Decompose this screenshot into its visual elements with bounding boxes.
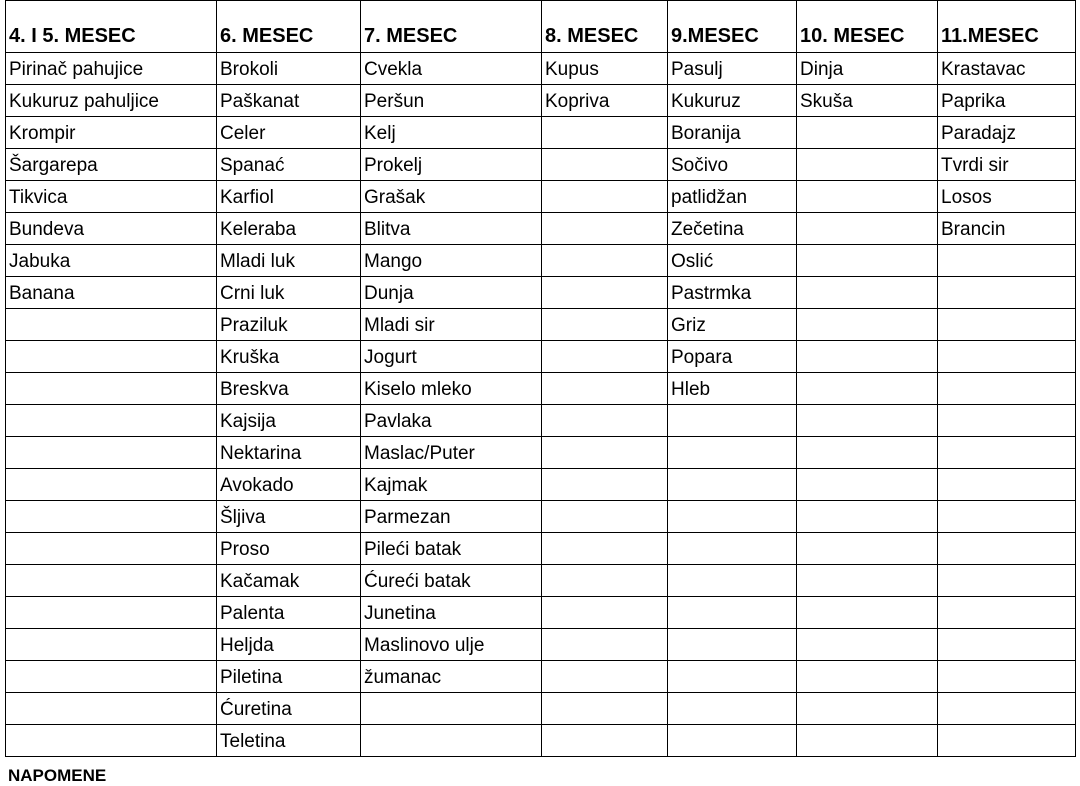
table-cell [542, 405, 668, 437]
table-cell: Losos [938, 181, 1076, 213]
table-cell [6, 725, 217, 757]
table-cell: Ćuretina [217, 693, 361, 725]
table-cell: Teletina [217, 725, 361, 757]
column-header: 8. MESEC [542, 1, 668, 53]
table-cell [542, 309, 668, 341]
table-cell: Šljiva [217, 501, 361, 533]
table-cell: Prokelj [361, 149, 542, 181]
table-cell [6, 661, 217, 693]
table-cell: Bundeva [6, 213, 217, 245]
table-cell [542, 501, 668, 533]
table-cell: Šargarepa [6, 149, 217, 181]
table-cell [542, 661, 668, 693]
table-row [6, 405, 1076, 437]
table-cell [797, 245, 938, 277]
table-row [6, 245, 1076, 277]
table-cell: Popara [668, 341, 797, 373]
header-row [6, 1, 1076, 53]
table-cell [361, 693, 542, 725]
table-cell [938, 629, 1076, 661]
table-cell: Paradajz [938, 117, 1076, 149]
table-cell: Blitva [361, 213, 542, 245]
table-cell: Pavlaka [361, 405, 542, 437]
table-cell: Jogurt [361, 341, 542, 373]
table-cell: Kiselo mleko [361, 373, 542, 405]
table-cell: Pasulj [668, 53, 797, 85]
table-cell: Brancin [938, 213, 1076, 245]
column-header: 10. MESEC [797, 1, 938, 53]
table-cell: Proso [217, 533, 361, 565]
table-row [6, 341, 1076, 373]
table-cell: Griz [668, 309, 797, 341]
table-cell: Avokado [217, 469, 361, 501]
table-cell [938, 725, 1076, 757]
table-cell: Cvekla [361, 53, 542, 85]
table-cell: Pastrmka [668, 277, 797, 309]
table-cell: Dunja [361, 277, 542, 309]
table-cell: Celer [217, 117, 361, 149]
table-cell [668, 501, 797, 533]
table-cell [542, 469, 668, 501]
table-cell [542, 341, 668, 373]
table-cell [797, 661, 938, 693]
table-row [6, 85, 1076, 117]
table-row [6, 533, 1076, 565]
table-cell: Praziluk [217, 309, 361, 341]
table-cell: Kruška [217, 341, 361, 373]
food-introduction-table [5, 0, 1076, 757]
table-cell [542, 245, 668, 277]
table-cell [668, 661, 797, 693]
table-cell: Tikvica [6, 181, 217, 213]
table-row [6, 469, 1076, 501]
table-row [6, 277, 1076, 309]
table-cell: Kelj [361, 117, 542, 149]
table-cell [797, 405, 938, 437]
table-cell [797, 629, 938, 661]
table-cell [6, 629, 217, 661]
column-header: 9.MESEC [668, 1, 797, 53]
table-cell: Pirinač pahujice [6, 53, 217, 85]
table-cell [6, 533, 217, 565]
table-row [6, 501, 1076, 533]
table-cell: Junetina [361, 597, 542, 629]
table-cell [542, 181, 668, 213]
table-cell [542, 565, 668, 597]
table-cell: Dinja [797, 53, 938, 85]
column-header: 11.MESEC [938, 1, 1076, 53]
table-cell: Sočivo [668, 149, 797, 181]
table-cell: Boranija [668, 117, 797, 149]
table-cell: Zečetina [668, 213, 797, 245]
table-cell: Keleraba [217, 213, 361, 245]
table-cell [938, 341, 1076, 373]
table-cell [797, 181, 938, 213]
table-cell [6, 501, 217, 533]
table-cell: Mladi luk [217, 245, 361, 277]
table-cell [797, 597, 938, 629]
table-cell: Kopriva [542, 85, 668, 117]
table-cell [542, 117, 668, 149]
column-header: 4. I 5. MESEC [6, 1, 217, 53]
table-cell [361, 725, 542, 757]
table-cell [542, 725, 668, 757]
table-cell: Hleb [668, 373, 797, 405]
table-cell: Peršun [361, 85, 542, 117]
table-cell [6, 309, 217, 341]
table-cell [797, 693, 938, 725]
table-cell [668, 533, 797, 565]
table-cell [797, 469, 938, 501]
table-cell [938, 277, 1076, 309]
table-cell [797, 309, 938, 341]
table-cell [668, 693, 797, 725]
table-row [6, 149, 1076, 181]
table-cell: Oslić [668, 245, 797, 277]
table-row [6, 725, 1076, 757]
table-cell [797, 725, 938, 757]
table-row [6, 597, 1076, 629]
notes-heading: NAPOMENE [8, 766, 107, 785]
table-cell: žumanac [361, 661, 542, 693]
table-cell [938, 565, 1076, 597]
table-cell: Ćureći batak [361, 565, 542, 597]
table-cell [542, 597, 668, 629]
table-cell: Kupus [542, 53, 668, 85]
table-cell [668, 725, 797, 757]
table-row [6, 629, 1076, 661]
table-cell: Nektarina [217, 437, 361, 469]
table-cell: Banana [6, 277, 217, 309]
table-cell [938, 437, 1076, 469]
table-cell: Maslinovo ulje [361, 629, 542, 661]
table-cell [938, 469, 1076, 501]
table-cell: Heljda [217, 629, 361, 661]
table-cell [542, 437, 668, 469]
table-cell: Karfiol [217, 181, 361, 213]
table-cell: Krompir [6, 117, 217, 149]
column-header: 6. MESEC [217, 1, 361, 53]
table-cell [797, 533, 938, 565]
table-cell [668, 469, 797, 501]
table-cell: Paprika [938, 85, 1076, 117]
table-cell [542, 533, 668, 565]
table-cell [797, 213, 938, 245]
table-cell: Crni luk [217, 277, 361, 309]
table-cell [6, 341, 217, 373]
table-cell: Mladi sir [361, 309, 542, 341]
table-row [6, 693, 1076, 725]
table-cell [6, 565, 217, 597]
table-cell [938, 693, 1076, 725]
table-row [6, 53, 1076, 85]
table-cell [797, 437, 938, 469]
table-cell [797, 149, 938, 181]
table-cell: Pileći batak [361, 533, 542, 565]
table-cell [668, 629, 797, 661]
table-cell: Paškanat [217, 85, 361, 117]
table-row [6, 661, 1076, 693]
table-cell: Breskva [217, 373, 361, 405]
table-cell: Parmezan [361, 501, 542, 533]
table-cell [938, 533, 1076, 565]
table-cell [542, 373, 668, 405]
table-cell: Kajsija [217, 405, 361, 437]
table-cell [938, 597, 1076, 629]
table-cell [938, 309, 1076, 341]
table-cell [6, 405, 217, 437]
table-cell: Mango [361, 245, 542, 277]
table-cell [6, 597, 217, 629]
table-cell [797, 117, 938, 149]
table-cell [6, 469, 217, 501]
table-cell [6, 437, 217, 469]
table-cell [797, 341, 938, 373]
table-cell [797, 501, 938, 533]
table-cell [938, 373, 1076, 405]
table-row [6, 309, 1076, 341]
table-row [6, 373, 1076, 405]
table-cell: patlidžan [668, 181, 797, 213]
table-cell: Jabuka [6, 245, 217, 277]
table-cell: Palenta [217, 597, 361, 629]
table-cell [938, 501, 1076, 533]
table-cell: Krastavac [938, 53, 1076, 85]
table-cell: Kajmak [361, 469, 542, 501]
table-cell: Kukuruz pahuljice [6, 85, 217, 117]
table-cell [668, 565, 797, 597]
table-cell: Tvrdi sir [938, 149, 1076, 181]
table-row [6, 437, 1076, 469]
table-cell [542, 213, 668, 245]
table-cell [668, 405, 797, 437]
table-cell: Skuša [797, 85, 938, 117]
table-cell [797, 277, 938, 309]
table-cell [938, 245, 1076, 277]
table-row [6, 181, 1076, 213]
table-cell: Kukuruz [668, 85, 797, 117]
table-cell [6, 373, 217, 405]
table-cell: Grašak [361, 181, 542, 213]
table-cell [542, 693, 668, 725]
table-cell [938, 405, 1076, 437]
table-cell [797, 373, 938, 405]
table-cell [668, 437, 797, 469]
table-cell [542, 149, 668, 181]
table-cell [542, 629, 668, 661]
table-body [6, 53, 1076, 757]
table-cell: Maslac/Puter [361, 437, 542, 469]
table-row [6, 213, 1076, 245]
table-cell [668, 597, 797, 629]
table-row [6, 565, 1076, 597]
table-cell: Kačamak [217, 565, 361, 597]
table-cell [542, 277, 668, 309]
table-cell: Brokoli [217, 53, 361, 85]
table-row [6, 117, 1076, 149]
table-cell [6, 693, 217, 725]
table-cell: Piletina [217, 661, 361, 693]
column-header: 7. MESEC [361, 1, 542, 53]
table-cell [797, 565, 938, 597]
table-cell [938, 661, 1076, 693]
table-cell: Spanać [217, 149, 361, 181]
